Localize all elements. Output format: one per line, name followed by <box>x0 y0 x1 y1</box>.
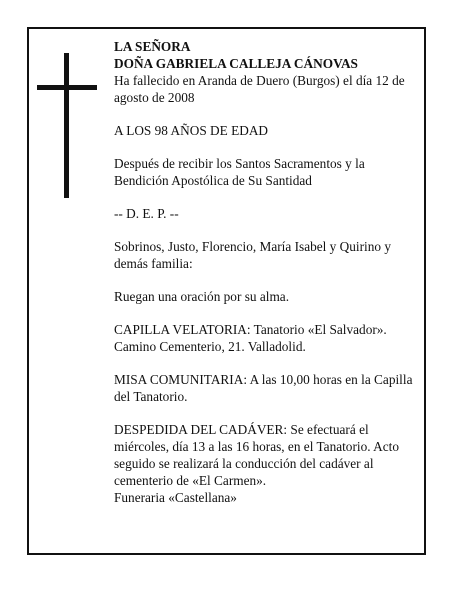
obituary-text <box>114 38 419 522</box>
death-info: Ha fallecido en Aranda de Duero (Burgos) el día 12 de agosto de 2008 <box>114 73 405 105</box>
prayer-line: Ruegan una oración por su alma. <box>114 289 290 304</box>
cross-vertical-bar <box>64 53 69 198</box>
mass-line: MISA COMUNITARIA: A las 10,00 horas en la Capilla del Tanatorio. <box>114 372 413 404</box>
deceased-name: DOÑA GABRIELA CALLEJA CÁNOVAS <box>114 56 358 71</box>
family-line: Sobrinos, Justo, Florencio, María Isabel y Quirino y demás familia: <box>114 239 391 271</box>
sacraments-line: Después de recibir los Santos Sacramentos y la Bendición Apostólica de Su Santidad <box>114 156 365 188</box>
rip-line: -- D. E. P. -- <box>114 206 179 221</box>
chapel-line: CAPILLA VELATORIA: Tanatorio «El Salvador». Camino Cementerio, 21. Valladolid. <box>114 322 387 354</box>
cross-horizontal-bar <box>37 85 97 90</box>
farewell-block <box>114 421 419 506</box>
header-block <box>114 38 419 106</box>
farewell-line: DESPEDIDA DEL CADÁVER: Se efectuará el miércoles, día 13 a las 16 horas, en el Tanatorio. Acto seguido se realizará la conducción del cadáver al cementerio de «El Carmen». <box>114 422 399 488</box>
cross-icon <box>37 53 97 198</box>
age-line: A LOS 98 AÑOS DE EDAD <box>114 123 269 138</box>
funeral-home-line: Funeraria «Castellana» <box>114 490 237 505</box>
title-line-1: LA SEÑORA <box>114 39 191 54</box>
